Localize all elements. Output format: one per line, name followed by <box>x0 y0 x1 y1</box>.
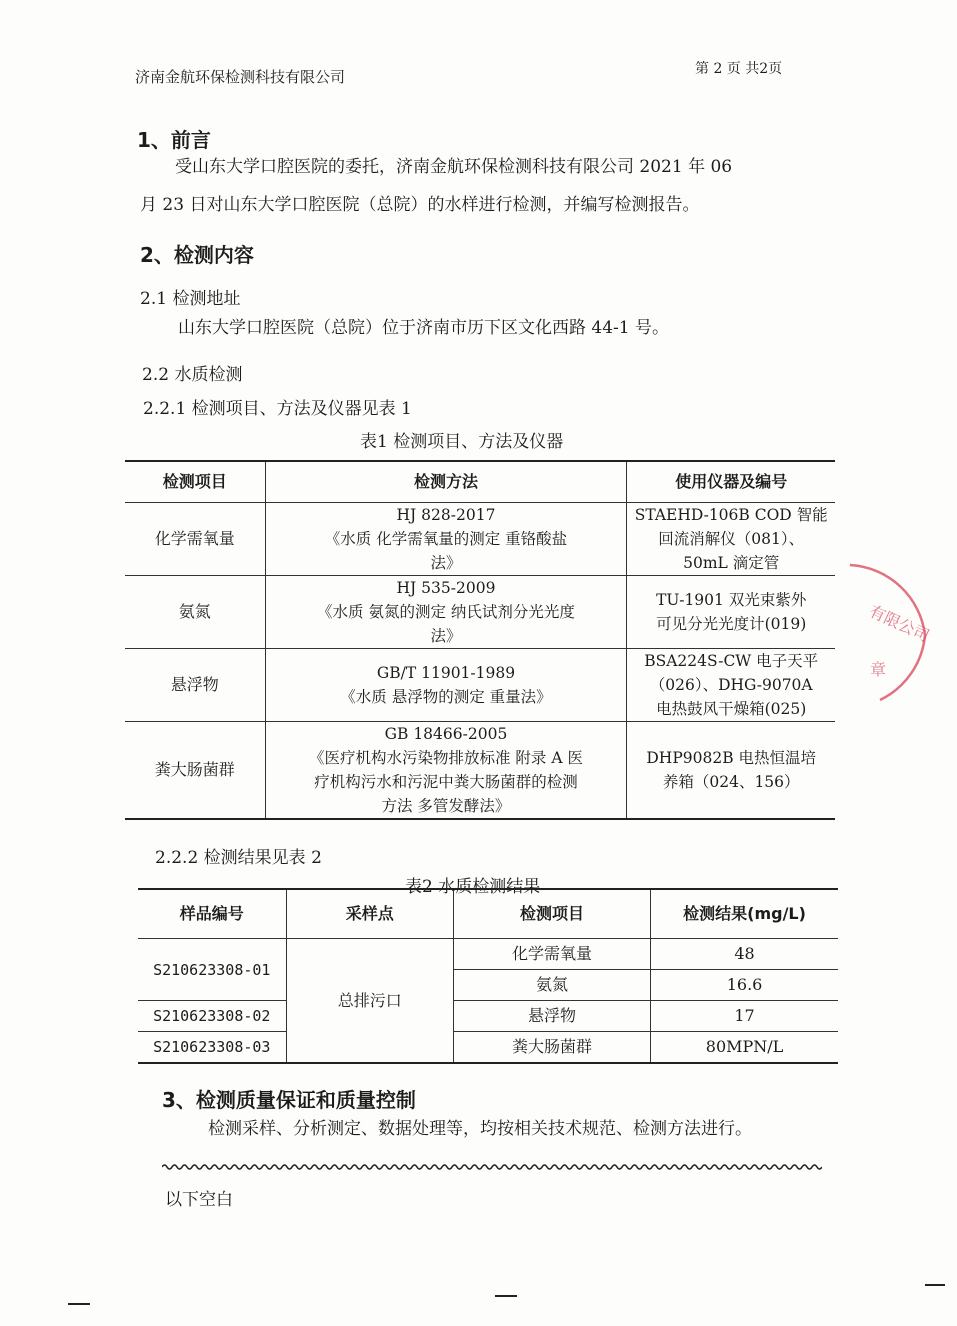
table1-cell-method <box>265 503 627 576</box>
blank-note: 以下空白 <box>165 1190 233 1210</box>
method-line: 《水质 悬浮物的测定 重量法》 <box>340 688 552 706</box>
svg-text:章: 章 <box>870 660 887 679</box>
sub1-text: 山东大学口腔医院（总院）位于济南市历下区文化西路 44-1 号。 <box>178 318 669 338</box>
sub22-title: 2.2.2 检测结果见表 2 <box>155 848 322 868</box>
method-line: 方法 多管发酵法》 <box>381 797 511 815</box>
sub21-title: 2.2.1 检测项目、方法及仪器见表 1 <box>143 399 412 419</box>
table2-row <box>138 1032 838 1064</box>
method-line: 《医疗机构水污染物排放标准 附录 A 医 <box>308 749 583 767</box>
table1-cell-instrument <box>627 503 835 576</box>
method-line: HJ 828-2017 <box>396 506 496 524</box>
table2-cell-sampling-point: 总排污口 <box>286 939 453 1064</box>
instrument-line: 50mL 滴定管 <box>683 554 780 572</box>
table1-header-method: 检测方法 <box>265 461 627 503</box>
instrument-line: 电热鼓风干燥箱(025) <box>656 700 807 718</box>
table2-row <box>138 939 838 970</box>
svg-text:有限公司: 有限公司 <box>866 601 933 646</box>
table1-cell-method <box>265 576 627 649</box>
table1-row <box>125 722 835 820</box>
table1-cell-item: 化学需氧量 <box>125 503 265 576</box>
table2-cell-result: 80MPN/L <box>651 1032 838 1064</box>
table2-cell-result: 48 <box>651 939 838 970</box>
table2-row <box>138 1001 838 1032</box>
method-line: 疗机构污水和污泥中粪大肠菌群的检测 <box>314 773 578 791</box>
table2-caption: 表2 水质检测结果 <box>405 877 541 897</box>
table2-cell-item: 氨氮 <box>453 970 650 1001</box>
sub1-title: 2.1 检测地址 <box>140 289 241 309</box>
section1-title: 1、前言 <box>137 128 211 152</box>
table1-cell-instrument <box>627 649 835 722</box>
section3-para: 检测采样、分析测定、数据处理等，均按相关技术规范、检测方法进行。 <box>208 1119 752 1139</box>
table2-cell-result: 16.6 <box>651 970 838 1001</box>
instrument-line: 养箱（024、156） <box>662 773 800 791</box>
table1-cell-method <box>265 649 627 722</box>
method-line: 法》 <box>430 554 462 572</box>
table2-header-result: 检测结果(mg/L) <box>651 889 838 939</box>
table1-header-instrument: 使用仪器及编号 <box>627 461 835 503</box>
method-line: GB 18466-2005 <box>384 725 508 743</box>
instrument-line: TU-1901 双光束紫外 <box>656 591 807 609</box>
table1-cell-instrument <box>627 576 835 649</box>
table1 <box>125 460 835 820</box>
section1-para-line1: 受山东大学口腔医院的委托，济南金航环保检测科技有限公司 2021 年 06 <box>175 157 733 177</box>
table2-header-row <box>138 889 838 939</box>
company-seal-partial <box>840 555 940 705</box>
table2-cell-sample-id: S210623308-02 <box>138 1001 286 1032</box>
instrument-line: （026）、DHG-9070A <box>649 676 813 694</box>
method-line: 法》 <box>430 627 462 645</box>
wavy-divider <box>162 1163 822 1171</box>
table1-header-item: 检测项目 <box>125 461 265 503</box>
instrument-line: STAEHD-106B COD 智能 <box>634 506 828 524</box>
table1-cell-item: 悬浮物 <box>125 649 265 722</box>
table2-cell-item: 化学需氧量 <box>453 939 650 970</box>
section2-title: 2、检测内容 <box>140 243 254 267</box>
section1-para-line2: 月 23 日对山东大学口腔医院（总院）的水样进行检测，并编写检测报告。 <box>140 195 700 215</box>
table2-header-item: 检测项目 <box>453 889 650 939</box>
table2-cell-result: 17 <box>651 1001 838 1032</box>
scan-mark <box>925 1284 945 1286</box>
table2-cell-item: 粪大肠菌群 <box>453 1032 650 1064</box>
instrument-line: DHP9082B 电热恒温培 <box>646 749 817 767</box>
instrument-line: BSA224S-CW 电子天平 <box>644 652 819 670</box>
scan-mark <box>68 1303 90 1305</box>
table2-header-sampling-point: 采样点 <box>286 889 453 939</box>
table2 <box>138 888 838 1064</box>
method-line: GB/T 11901-1989 <box>376 664 516 682</box>
table1-row <box>125 649 835 722</box>
scan-mark <box>495 1295 517 1297</box>
table1-cell-instrument <box>627 722 835 820</box>
sub2-title: 2.2 水质检测 <box>142 365 243 385</box>
method-line: 《水质 化学需氧量的测定 重铬酸盐 <box>324 530 568 548</box>
table2-header-sample-id: 样品编号 <box>138 889 286 939</box>
header-page-info: 第 2 页 共2页 <box>695 61 783 77</box>
method-line: 《水质 氨氮的测定 纳氏试剂分光光度 <box>317 603 575 621</box>
method-line: HJ 535-2009 <box>396 579 496 597</box>
table2-cell-sample-id: S210623308-03 <box>138 1032 286 1064</box>
table1-cell-item: 氨氮 <box>125 576 265 649</box>
header-company: 济南金航环保检测科技有限公司 <box>135 68 346 86</box>
instrument-line: 回流消解仪（081）、 <box>658 530 805 548</box>
table1-row <box>125 503 835 576</box>
section3-title: 3、检测质量保证和质量控制 <box>162 1088 416 1112</box>
table1-header-row <box>125 461 835 503</box>
table1-cell-item: 粪大肠菌群 <box>125 722 265 820</box>
table1-caption: 表1 检测项目、方法及仪器 <box>360 432 564 452</box>
table1-row <box>125 576 835 649</box>
instrument-line: 可见分光光度计(019) <box>656 615 807 633</box>
table2-cell-item: 悬浮物 <box>453 1001 650 1032</box>
table1-cell-method <box>265 722 627 820</box>
table2-cell-sample-id: S210623308-01 <box>138 939 286 1001</box>
